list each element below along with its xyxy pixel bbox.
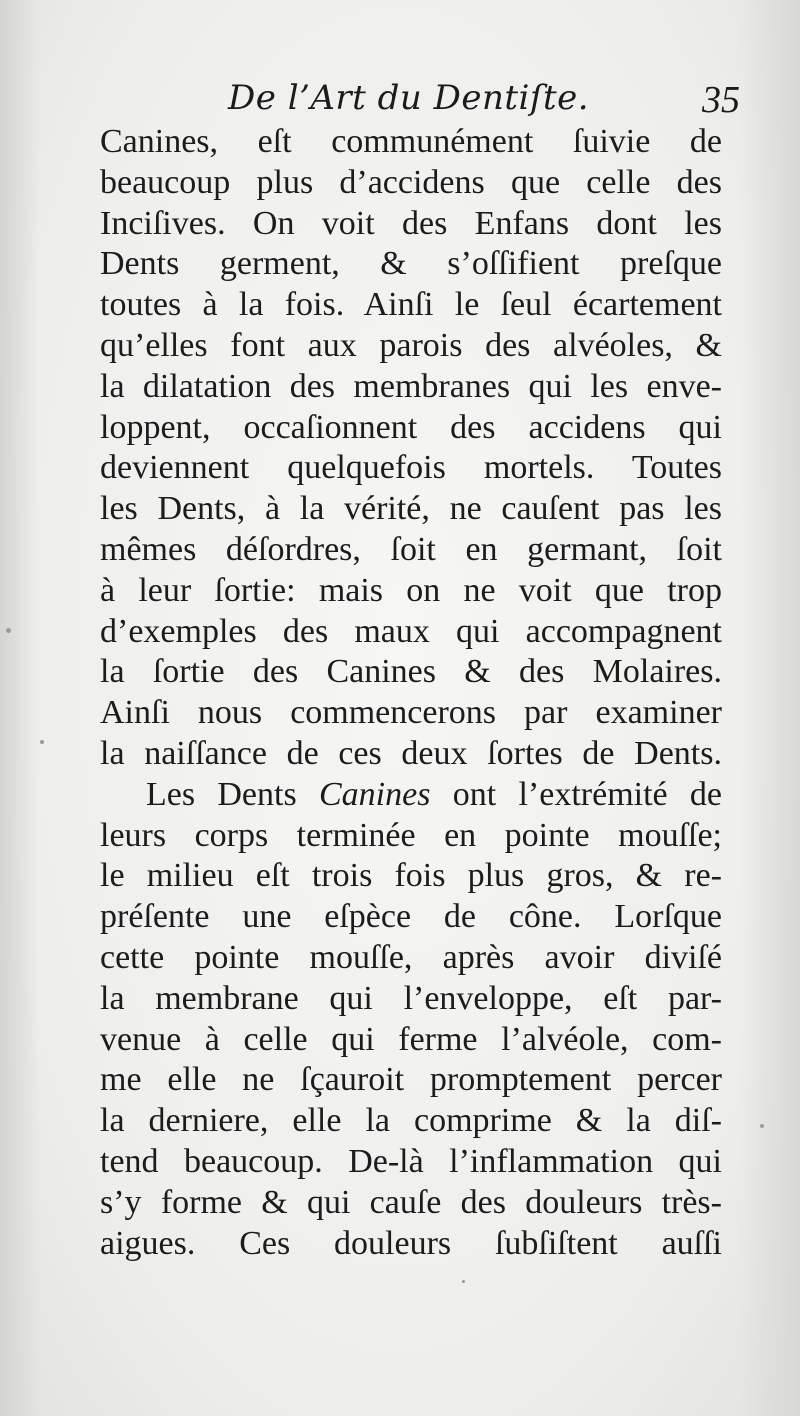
body-text — [100, 122, 722, 1264]
text-line: tend beaucoup. De-là l’inflammation qui — [100, 1142, 722, 1180]
paper-speck — [760, 1124, 764, 1128]
text-line: deviennent quelquefois mortels. Toutes — [100, 449, 722, 487]
text-line: Inciſives. On voit des Enfans dont les — [100, 204, 722, 242]
paragraph-1 — [100, 122, 722, 775]
paragraph-2 — [100, 775, 722, 1265]
text-line: préſente une eſpèce de cône. Lorſque — [100, 898, 722, 936]
text-line: la membrane qui l’enveloppe, eſt par- — [100, 979, 722, 1017]
page-number: 35 — [702, 79, 740, 121]
text-line: mêmes déſordres, ſoit en germant, ſoit — [100, 530, 722, 568]
text-line: s’y forme & qui cauſe des douleurs très- — [100, 1183, 722, 1221]
text-line: la naiſſance de ces deux ſortes de Dents. — [100, 734, 722, 772]
text-line: Ainſi nous commencerons par examiner — [100, 694, 722, 732]
text-line: me elle ne ſçauroit promptement percer — [100, 1061, 722, 1099]
text-line: leurs corps terminée en pointe mouſſe; — [100, 816, 722, 854]
page-header — [100, 78, 740, 128]
paper-speck — [40, 740, 44, 744]
text-line: les Dents, à la vérité, ne cauſent pas les — [100, 490, 722, 528]
text-line: beaucoup plus d’accidens que celle des — [100, 163, 722, 201]
text-line: qu’elles font aux parois des alvéoles, & — [100, 326, 722, 364]
text-line: à leur ſortie: mais on ne voit que trop — [100, 571, 722, 609]
text-line: toutes à la fois. Ainſi le ſeul écartement — [100, 286, 722, 324]
text-line: Dents germent, & s’oſſifient preſque — [100, 245, 722, 283]
paper-speck — [462, 1280, 465, 1283]
gutter-shadow — [0, 0, 40, 1416]
text-line: loppent, occaſionnent des accidens qui — [100, 408, 722, 446]
emphasis-canines: Canines — [319, 775, 431, 813]
text-line: le milieu eſt trois fois plus gros, & re- — [100, 857, 722, 895]
text-line: venue à celle qui ferme l’alvéole, com- — [100, 1020, 722, 1058]
text-line: d’exemples des maux qui accompagnent — [100, 612, 722, 650]
intro-text: Les Dents — [146, 775, 319, 813]
running-title: De l’Art du Dentiſte. — [228, 78, 590, 118]
text-line: la ſortie des Canines & des Molaires. — [100, 653, 722, 691]
text-line: cette pointe mouſſe, après avoir diviſé — [100, 938, 722, 976]
paper-speck — [6, 628, 11, 633]
text-line: Canines, eſt communément ſuivie de — [100, 123, 722, 160]
intro-text: ont l’extrémité de — [430, 775, 723, 813]
text-line-intro — [100, 775, 722, 816]
text-line: aigues. Ces douleurs ſubſiſtent auſſi — [100, 1224, 722, 1262]
text-line: la derniere, elle la comprime & la diſ- — [100, 1102, 722, 1140]
text-line: la dilatation des membranes qui les enve- — [100, 367, 722, 405]
edge-shadow — [740, 0, 800, 1416]
